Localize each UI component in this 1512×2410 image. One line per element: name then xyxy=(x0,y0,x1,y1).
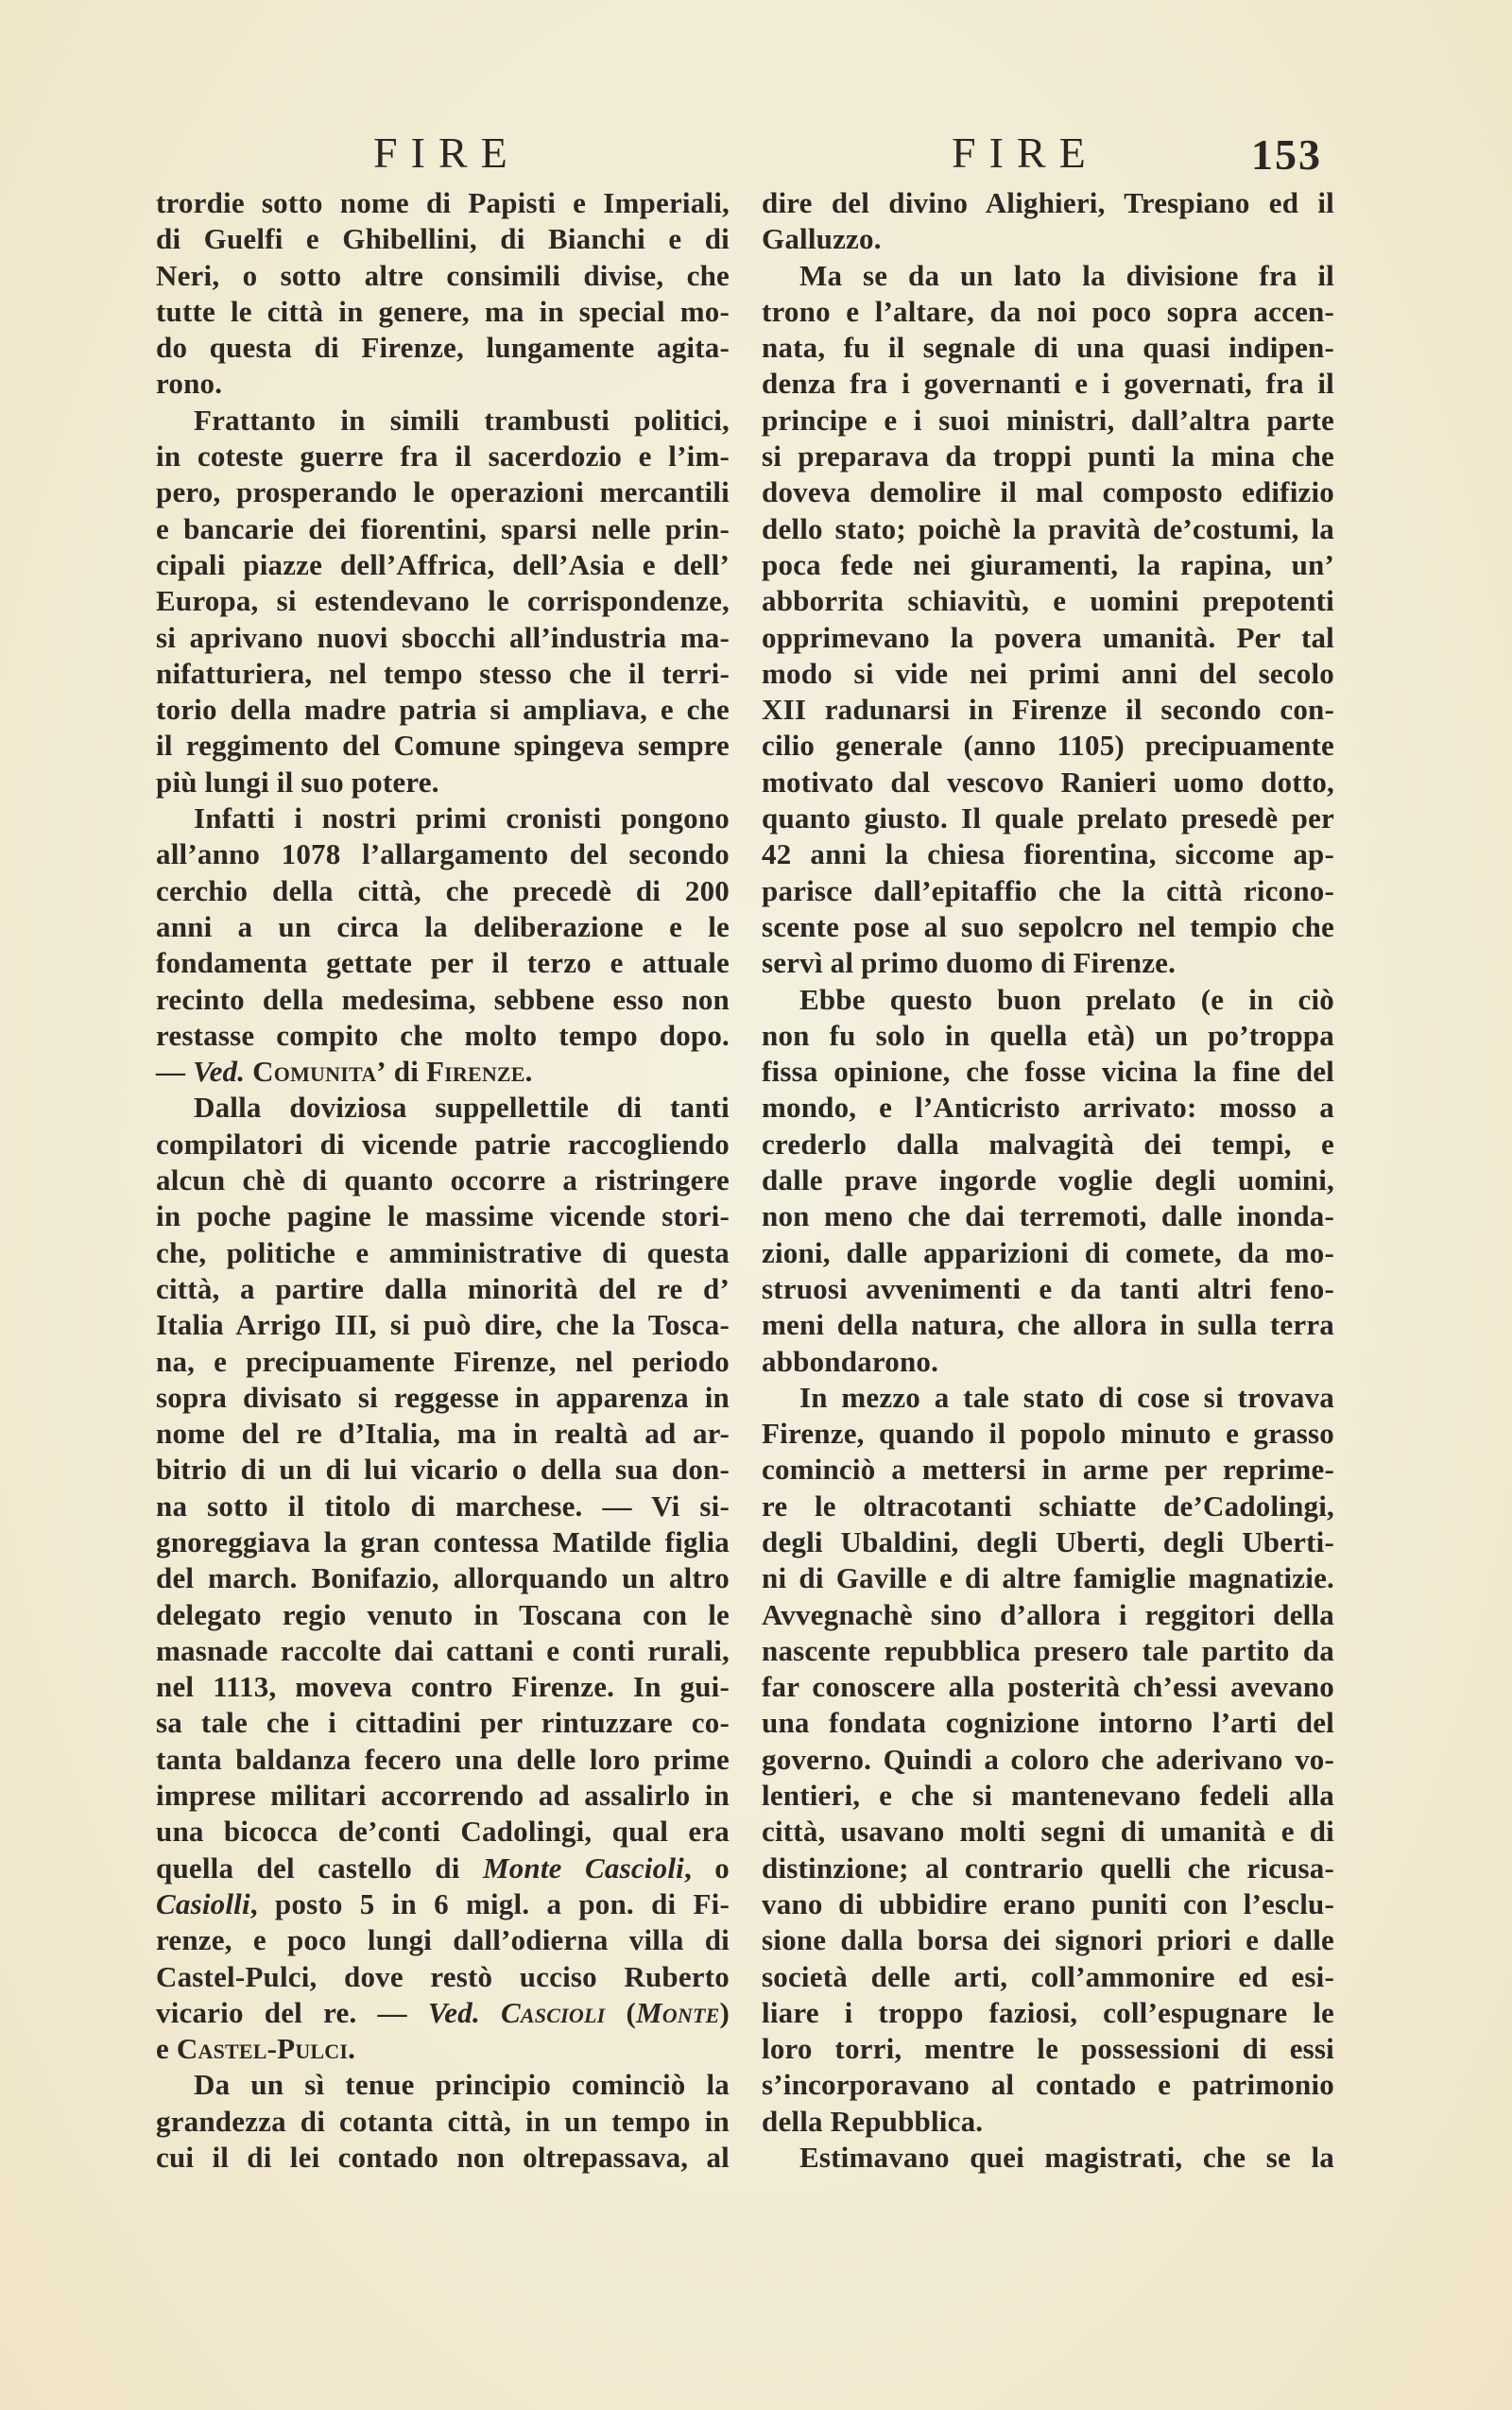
text-line: masnade raccolte dai cattani e conti rurali, xyxy=(156,1633,730,1667)
text-line: Infatti i nostri primi cronisti pongono xyxy=(194,801,730,835)
text-run: quella del castello di xyxy=(156,1851,483,1885)
italic-text: Ved. xyxy=(427,1995,480,2029)
text-line: torio della madre patria si ampliava, e che xyxy=(156,693,730,727)
text-line: Dalla doviziosa suppellettile di tanti xyxy=(194,1091,730,1125)
small-caps-text: Comunita’ xyxy=(245,1055,387,1089)
text-line: città, usavano molti segni di umanità e di xyxy=(762,1815,1334,1849)
text-line: opprimevano la povera umanità. Per tal xyxy=(762,620,1334,654)
text-run: ) xyxy=(719,1995,730,2029)
text-line: si preparava da troppi punti la mina che xyxy=(762,439,1334,473)
text-line: quanto giusto. Il quale prelato presedè per xyxy=(762,801,1334,835)
text-line: grandezza di cotanta città, in un tempo in xyxy=(156,2104,730,2138)
text-line: Europa, si estendevano le corrispondenze, xyxy=(156,584,730,618)
text-line: più lungi il suo potere. xyxy=(156,765,439,799)
text-line: recinto della medesima, sebbene esso non xyxy=(156,982,730,1016)
text-line: in coteste guerre fra il sacerdozio e l’im- xyxy=(156,439,730,473)
text-line: far conoscere alla posterità ch’essi avevano xyxy=(762,1670,1334,1704)
text-line: ni di Gaville e di altre famiglie magnatizie. xyxy=(762,1561,1334,1595)
text-line: trono e l’altare, da noi poco sopra accen- xyxy=(762,294,1334,328)
text-line: nata, fu il segnale di una quasi indipen- xyxy=(762,331,1334,365)
text-line: dalle prave ingorde voglie degli uomini, xyxy=(762,1163,1334,1197)
text-line: XII radunarsi in Firenze il secondo con- xyxy=(762,693,1334,727)
text-line: e bancarie dei fiorentini, sparsi nelle prin- xyxy=(156,511,730,545)
right-text-column xyxy=(762,185,1334,2176)
text-line: fondamenta gettate per il terzo e attuale xyxy=(156,946,730,980)
text-line: Ebbe questo buon prelato (e in ciò xyxy=(799,982,1334,1016)
text-line: trordie sotto nome di Papisti e Imperiali, xyxy=(156,186,730,219)
text-line: distinzione; al contrario quelli che ricusa- xyxy=(762,1851,1334,1885)
italic-text: Casiolli xyxy=(156,1886,250,1920)
text-line: Firenze, quando il popolo minuto e grasso xyxy=(762,1417,1334,1451)
text-line: una bicocca de’conti Cadolingi, qual era xyxy=(156,1815,730,1849)
running-head-left: FIRE xyxy=(373,129,521,177)
text-line: città, a partire dalla minorità del re d’ xyxy=(156,1271,730,1305)
text-line: servì al primo duomo di Firenze. xyxy=(762,946,1177,980)
text-line: motivato dal vescovo Ranieri uomo dotto, xyxy=(762,765,1334,799)
text-line: struosi avvenimenti e da tanti altri feno- xyxy=(762,1271,1334,1305)
text-line: principe e i suoi ministri, dall’altra parte xyxy=(762,403,1334,437)
text-line: cominciò a mettersi in arme per reprime- xyxy=(762,1453,1334,1487)
text-line: modo si vide nei primi anni del secolo xyxy=(762,656,1334,690)
text-line: dire del divino Alighieri, Trespiano ed il xyxy=(762,186,1334,219)
text-line: In mezzo a tale stato di cose si trovava xyxy=(799,1380,1334,1414)
text-line: nome del re d’Italia, ma in realtà ad ar- xyxy=(156,1417,730,1451)
small-caps-text: Firenze. xyxy=(425,1055,533,1089)
text-line: Galluzzo. xyxy=(762,222,882,256)
running-head-right: FIRE xyxy=(952,129,1099,177)
text-line: doveva demolire il mal composto edifizio xyxy=(762,475,1334,509)
text-line: nifatturiera, nel tempo stesso che il terri- xyxy=(156,656,730,690)
text-line: nascente repubblica presero tale partito da xyxy=(762,1633,1334,1667)
text-line: Castel-Pulci, dove restò ucciso Ruberto xyxy=(156,1959,730,1993)
text-line: bitrio di un di lui vicario o della sua don- xyxy=(156,1453,730,1487)
text-run: ( xyxy=(605,1995,637,2029)
text-line: pero, prosperando le operazioni mercantili xyxy=(156,475,730,509)
text-line: del march. Bonifazio, allorquando un altro xyxy=(156,1561,730,1595)
small-caps-text: Castel-Pulci. xyxy=(176,2032,356,2066)
text-line: compilatori di vicende patrie raccogliendo xyxy=(156,1127,730,1161)
text-line xyxy=(156,1054,730,1090)
text-line: non meno che dai terremoti, dalle inonda- xyxy=(762,1199,1334,1233)
text-line: cui il di lei contado non oltrepassava, al xyxy=(156,2141,730,2175)
text-line: tanta baldanza fecero una delle loro prime xyxy=(156,1742,730,1776)
text-line: poca fede nei giuramenti, la rapina, un’ xyxy=(762,547,1334,581)
text-line: cipali piazze dell’Affrica, dell’Asia e dell’ xyxy=(156,547,730,581)
text-line: meni della natura, che allora in sulla terra xyxy=(762,1308,1334,1342)
text-line: Ma se da un lato la divisione fra il xyxy=(799,258,1334,292)
text-line: parisce dall’epitaffio che la città ricono- xyxy=(762,873,1334,907)
text-line: che, politiche e amministrative di questa xyxy=(156,1235,730,1269)
text-line: rono. xyxy=(156,367,223,401)
text-line: lentieri, e che si mantenevano fedeli alla xyxy=(762,1779,1334,1813)
text-line: tutte le città in genere, ma in special mo- xyxy=(156,294,730,328)
text-line: della Repubblica. xyxy=(762,2104,984,2138)
text-line: in poche pagine le massime vicende stori- xyxy=(156,1199,730,1233)
text-line: Da un sì tenue principio cominciò la xyxy=(194,2068,730,2102)
text-line: alcun chè di quanto occorre a ristringere xyxy=(156,1163,730,1197)
left-text-column xyxy=(156,185,730,2176)
italic-text: Ved. xyxy=(193,1055,246,1089)
text-line: delegato regio venuto in Toscana con le xyxy=(156,1597,730,1631)
text-line: Estimavano quei magistrati, che se la xyxy=(799,2141,1334,2175)
text-line: denza fra i governanti e i governati, fra il xyxy=(762,367,1334,401)
text-line: nel 1113, moveva contro Firenze. In gui- xyxy=(156,1670,730,1704)
text-run: e xyxy=(156,2032,177,2066)
text-run: di xyxy=(386,1055,426,1089)
text-line: restasse compito che molto tempo dopo. xyxy=(156,1018,730,1052)
text-line: all’anno 1078 l’allargamento del secondo xyxy=(156,837,730,871)
text-line xyxy=(156,1886,730,1922)
text-line xyxy=(156,1995,730,2031)
text-line: non fu solo in quella età) un po’troppa xyxy=(762,1018,1334,1052)
text-line xyxy=(156,1851,730,1886)
text-line: di Guelfi e Ghibellini, di Bianchi e di xyxy=(156,222,730,256)
text-line: cilio generale (anno 1105) precipuamente xyxy=(762,729,1334,763)
text-line: 42 anni la chiesa fiorentina, siccome ap- xyxy=(762,837,1334,871)
text-line: liare i troppo faziosi, coll’espugnare le xyxy=(762,1995,1334,2029)
text-line: imprese militari accorrendo ad assalirlo in xyxy=(156,1779,730,1813)
text-line: governo. Quindi a coloro che aderivano vo- xyxy=(762,1742,1334,1776)
italic-text: Monte xyxy=(636,1995,720,2029)
text-line: crederlo dalla malvagità dei tempi, e xyxy=(762,1127,1334,1161)
text-line: re le oltracotanti schiatte de’Cadolingi, xyxy=(762,1489,1334,1523)
text-line: società delle arti, coll’ammonire ed esi- xyxy=(762,1959,1334,1993)
text-line: gnoreggiava la gran contessa Matilde figlia xyxy=(156,1524,730,1558)
text-line: abbondarono. xyxy=(762,1344,939,1378)
text-run: — xyxy=(156,1055,194,1089)
text-line xyxy=(156,2031,730,2067)
text-line: scente pose al suo sepolcro nel tempio che xyxy=(762,909,1334,943)
text-line: sopra divisato si reggesse in apparenza in xyxy=(156,1380,730,1414)
page-number: 153 xyxy=(1251,130,1322,179)
text-line: na, e precipuamente Firenze, nel periodo xyxy=(156,1344,730,1378)
text-line: una fondata cognizione intorno l’arti del xyxy=(762,1706,1334,1740)
text-line: degli Ubaldini, degli Uberti, degli Uberti- xyxy=(762,1524,1334,1558)
text-line: do questa di Firenze, lungamente agita- xyxy=(156,331,730,365)
text-line: il reggimento del Comune spingeva sempre xyxy=(156,729,730,763)
text-line: Italia Arrigo III, si può dire, che la Tosca- xyxy=(156,1308,730,1342)
text-line: Avvegnachè sino d’allora i reggitori della xyxy=(762,1597,1334,1631)
text-run: vicario del re. — xyxy=(156,1995,428,2029)
text-line: loro torri, mentre le possessioni di essi xyxy=(762,2032,1334,2066)
text-line: Frattanto in simili trambusti politici, xyxy=(194,403,730,437)
text-run: , posto 5 in 6 migl. a pon. di Fi- xyxy=(249,1886,730,1920)
text-line: dello stato; poichè la pravità de’costumi, la xyxy=(762,511,1334,545)
text-line: sione dalla borsa dei signori priori e dalle xyxy=(762,1923,1334,1957)
italic-text: Cascioli xyxy=(479,1995,606,2029)
text-line: si aprivano nuovi sbocchi all’industria ma- xyxy=(156,620,730,654)
text-line: cerchio della città, che precedè di 200 xyxy=(156,873,730,907)
text-line: mondo, e l’Anticristo arrivato: mosso a xyxy=(762,1091,1334,1125)
text-line: sa tale che i cittadini per rintuzzare co- xyxy=(156,1706,730,1740)
text-line: renze, e poco lungi dall’odierna villa di xyxy=(156,1923,730,1957)
italic-text: Monte Cascioli xyxy=(482,1851,684,1885)
text-line: abborrita schiavitù, e uomini prepotenti xyxy=(762,584,1334,618)
text-line: na sotto il titolo di marchese. — Vi si- xyxy=(156,1489,730,1523)
text-line: fissa opinione, che fosse vicina la fine del xyxy=(762,1055,1334,1089)
text-line: s’incorporavano al contado e patrimonio xyxy=(762,2068,1334,2102)
text-line: anni a un circa la deliberazione e le xyxy=(156,909,730,943)
text-line: vano di ubbidire erano puniti con l’esclu- xyxy=(762,1886,1334,1920)
text-line: zioni, dalle apparizioni di comete, da mo- xyxy=(762,1235,1334,1269)
text-line: Neri, o sotto altre consimili divise, che xyxy=(156,258,730,292)
text-run: , o xyxy=(683,1851,730,1885)
